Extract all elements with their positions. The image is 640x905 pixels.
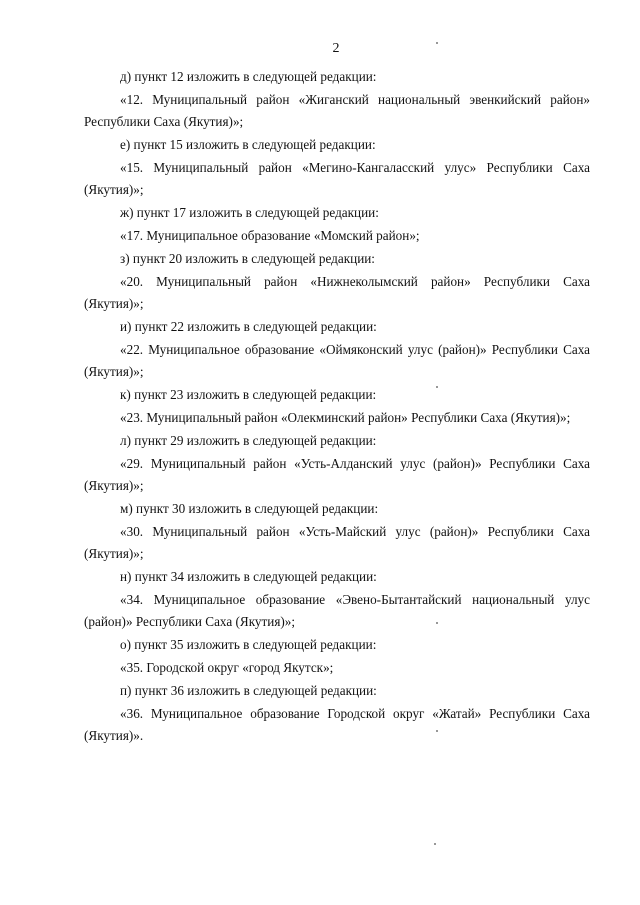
scan-speck — [436, 42, 438, 44]
amendment-text: «20. Муниципальный район «Нижнеколымский район» Республики Саха (Якутия)»; — [84, 274, 590, 311]
amendment-text: «34. Муниципальное образование «Эвено-Бытантайский национальный улус (район)» Республики Саха (Якутия)»; — [84, 592, 590, 629]
amendment-text: «15. Муниципальный район «Мегино-Кангаласский улус» Республики Саха (Якутия)»; — [84, 160, 590, 197]
amendment-text: «17. Муниципальное образование «Момский район»; — [120, 228, 420, 243]
amendment-instruction: п) пункт 36 изложить в следующей редакции: — [120, 683, 377, 698]
scan-speck — [436, 622, 438, 624]
amendment-instruction: н) пункт 34 изложить в следующей редакции: — [120, 569, 377, 584]
amendment-instruction: л) пункт 29 изложить в следующей редакции: — [120, 433, 377, 448]
amendment-text: «12. Муниципальный район «Жиганский национальный эвенкийский район» Республики Саха (Якутия)»; — [84, 92, 590, 129]
amendment-text: «29. Муниципальный район «Усть-Алданский улус (район)» Республики Саха (Якутия)»; — [84, 456, 590, 493]
amendment-instruction: д) пункт 12 изложить в следующей редакции: — [120, 69, 377, 84]
amendment-text: «35. Городской округ «город Якутск»; — [120, 660, 334, 675]
amendment-text: «22. Муниципальное образование «Оймяконский улус (район)» Республики Саха (Якутия)»; — [84, 342, 590, 379]
scan-speck — [434, 843, 436, 845]
scan-speck — [436, 730, 438, 732]
amendment-instruction: о) пункт 35 изложить в следующей редакции: — [120, 637, 377, 652]
amendment-instruction: к) пункт 23 изложить в следующей редакции: — [120, 387, 377, 402]
amendment-text: «23. Муниципальный район «Олекминский район» Республики Саха (Якутия)»; — [120, 410, 571, 425]
amendment-text: «36. Муниципальное образование Городской округ «Жатай» Республики Саха (Якутия)». — [84, 706, 590, 743]
amendment-instruction: з) пункт 20 изложить в следующей редакции: — [120, 251, 375, 266]
document-body — [84, 66, 590, 748]
page-number: 2 — [332, 41, 340, 56]
amendment-instruction: е) пункт 15 изложить в следующей редакции: — [120, 137, 376, 152]
amendment-text: «30. Муниципальный район «Усть-Майский улус (район)» Республики Саха (Якутия)»; — [84, 524, 590, 561]
scan-speck — [436, 386, 438, 388]
amendment-instruction: и) пункт 22 изложить в следующей редакции: — [120, 319, 377, 334]
amendment-instruction: ж) пункт 17 изложить в следующей редакции: — [120, 205, 379, 220]
amendment-instruction: м) пункт 30 изложить в следующей редакции: — [120, 501, 379, 516]
